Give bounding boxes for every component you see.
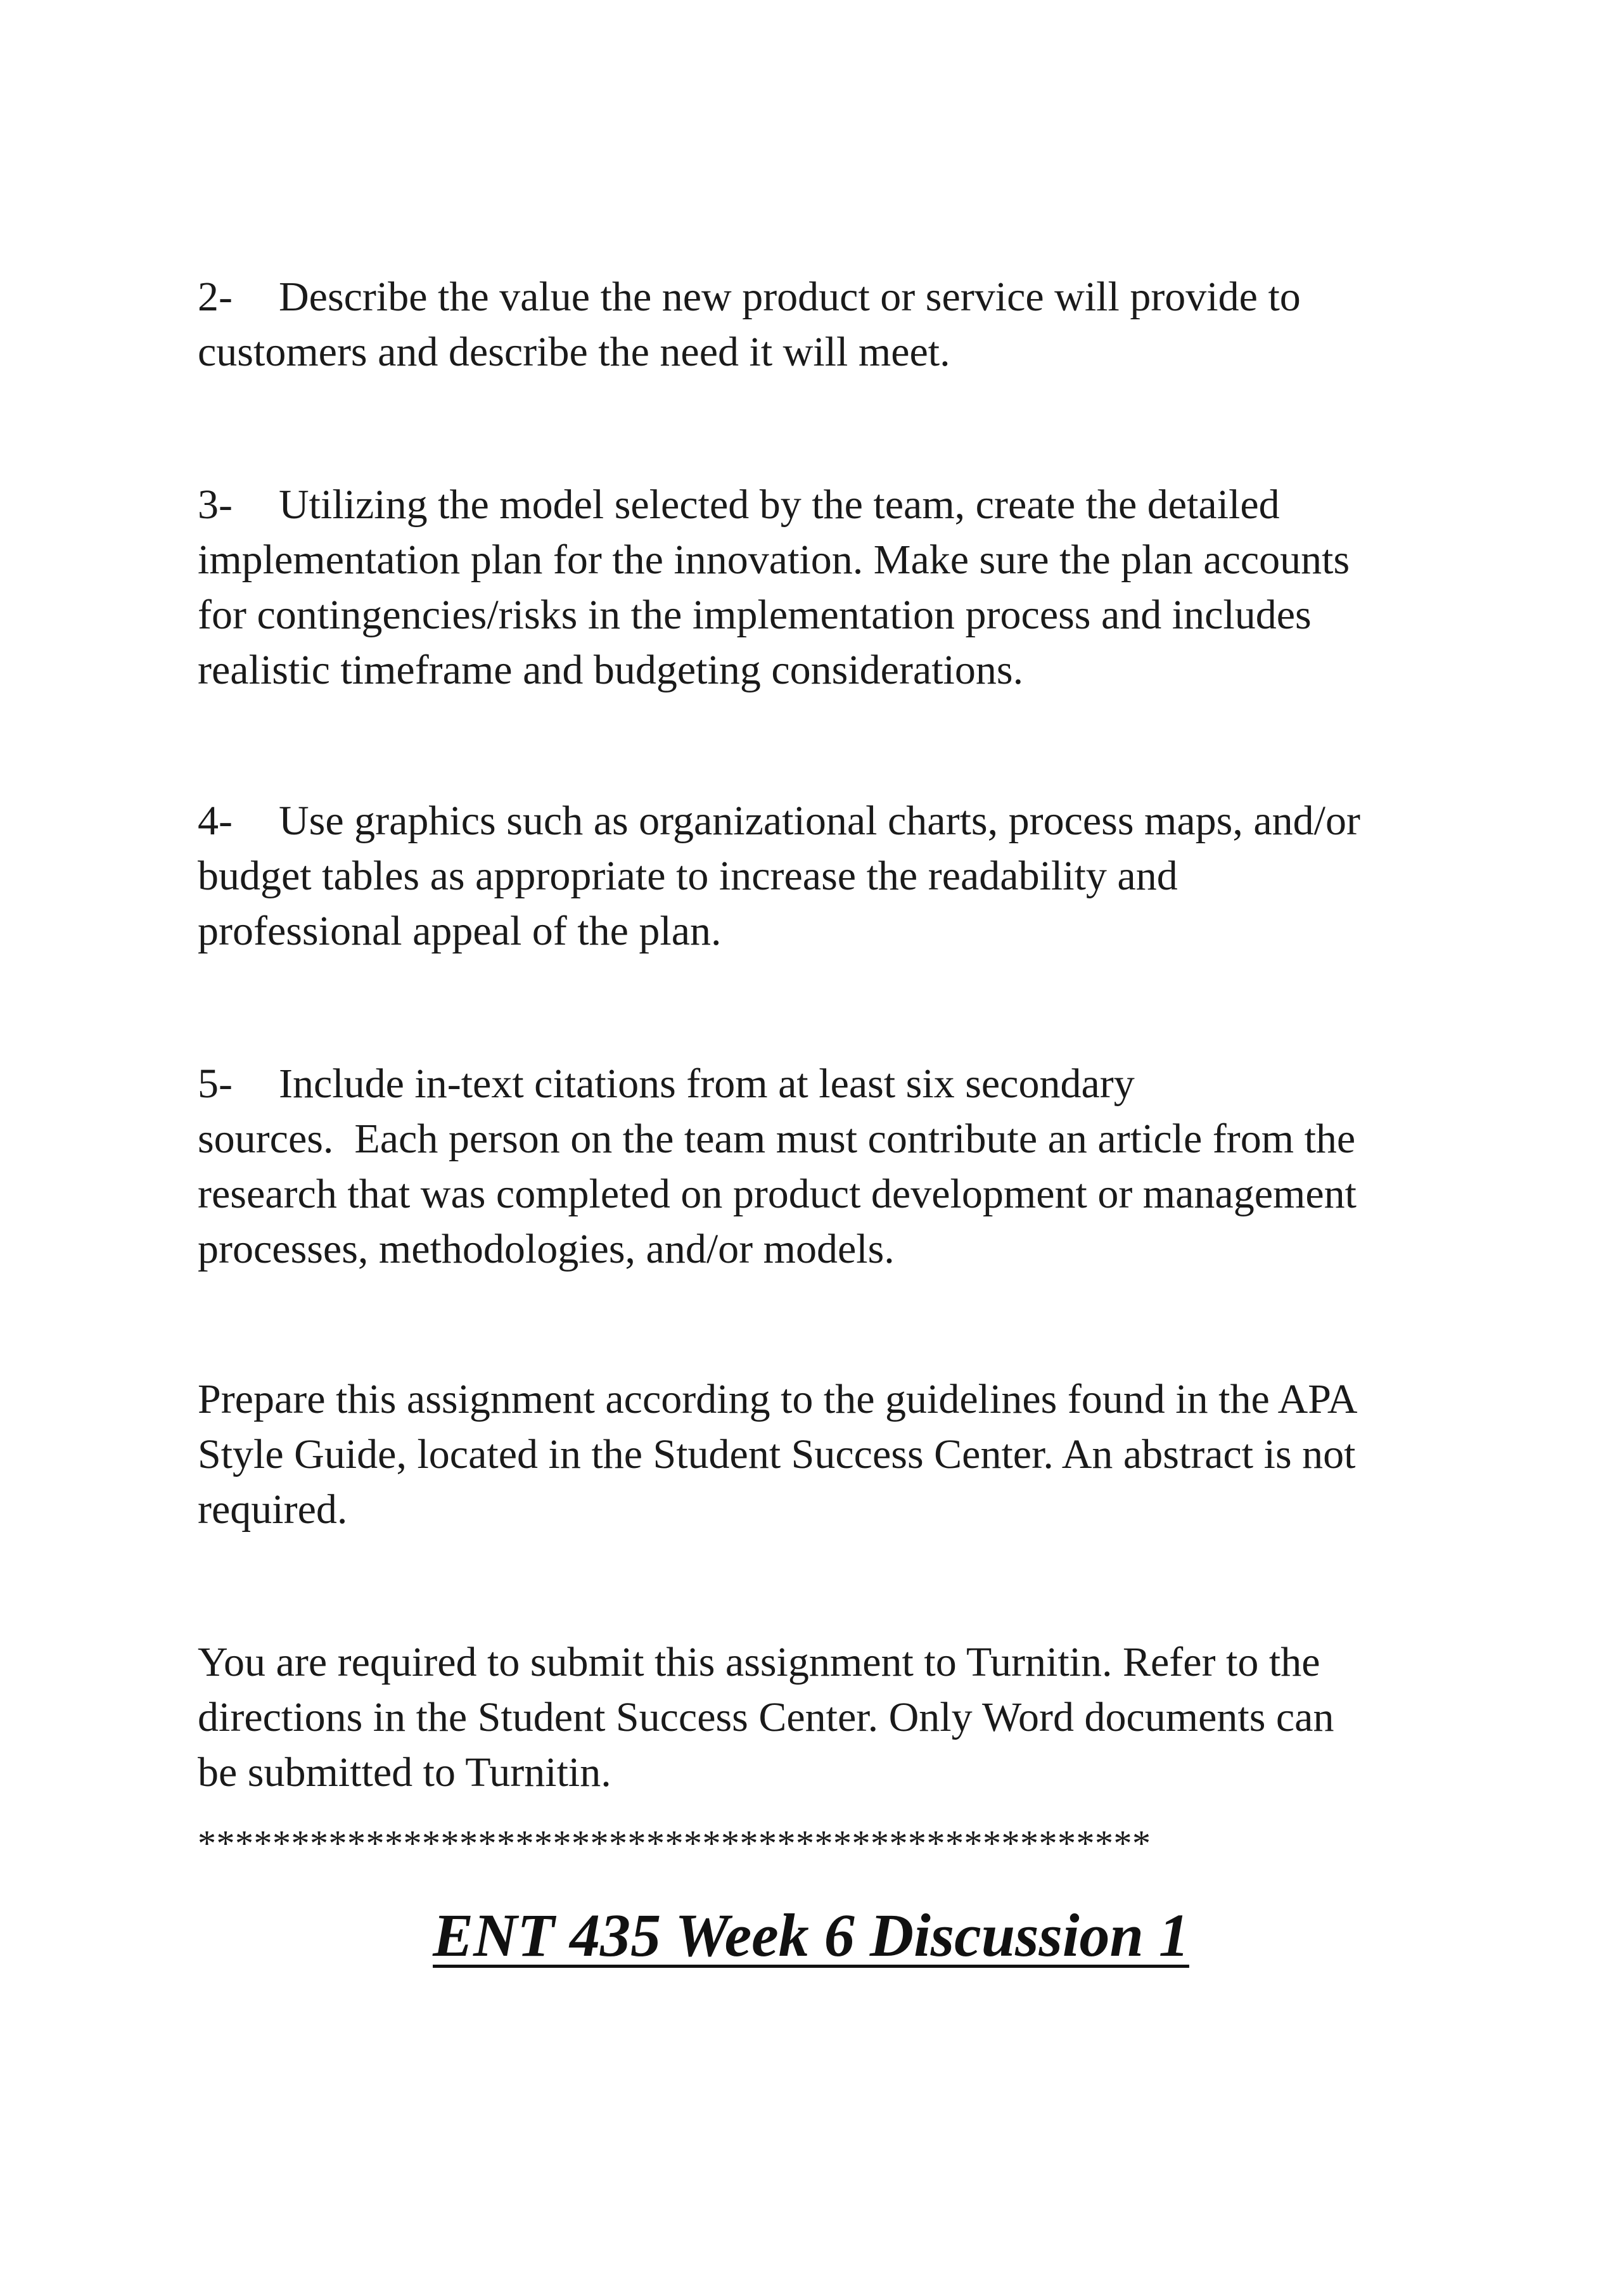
list-item-line: 4- Use graphics such as organizational charts, process maps, and/or <box>198 793 1465 848</box>
list-item-2 <box>198 269 1465 379</box>
apa-instructions-paragraph <box>198 1372 1465 1537</box>
list-item-4 <box>198 793 1465 959</box>
paragraph-line: required. <box>198 1486 348 1533</box>
turnitin-instructions-paragraph <box>198 1635 1465 1800</box>
list-item-line: 3- Utilizing the model selected by the team, create the detailed <box>198 477 1465 532</box>
list-item-line: customers and describe the need it will meet. <box>198 329 950 375</box>
list-item-line: professional appeal of the plan. <box>198 908 722 954</box>
list-item-number: 2- <box>198 274 233 320</box>
asterisk-separator: *************************************************** <box>198 1823 1151 1864</box>
list-item-5 <box>198 1056 1465 1277</box>
list-item-number: 4- <box>198 798 233 844</box>
list-item-line: realistic timeframe and budgeting considerations. <box>198 647 1024 693</box>
list-item-line: for contingencies/risks in the implementation process and includes <box>198 592 1312 638</box>
section-heading: ENT 435 Week 6 Discussion 1 <box>433 1901 1189 1969</box>
paragraph-line: Style Guide, located in the Student Success Center. An abstract is not <box>198 1431 1356 1477</box>
list-item-line: sources. Each person on the team must contribute an article from the <box>198 1116 1356 1162</box>
list-item-line: 5- Include in-text citations from at least six secondary <box>198 1056 1465 1111</box>
paragraph-line: Prepare this assignment according to the guidelines found in the APA <box>198 1376 1358 1422</box>
list-item-3 <box>198 477 1465 698</box>
list-item-line: processes, methodologies, and/or models. <box>198 1226 895 1272</box>
list-item-line: budget tables as appropriate to increase the readability and <box>198 853 1178 899</box>
paragraph-line: be submitted to Turnitin. <box>198 1749 611 1795</box>
list-item-line: 2- Describe the value the new product or service will provide to <box>198 269 1465 324</box>
list-item-number: 3- <box>198 482 233 528</box>
list-item-line: implementation plan for the innovation. Make sure the plan accounts <box>198 537 1350 583</box>
list-item-line: research that was completed on product development or management <box>198 1171 1357 1217</box>
paragraph-line: directions in the Student Success Center. Only Word documents can <box>198 1694 1334 1740</box>
list-item-number: 5- <box>198 1061 233 1107</box>
paragraph-line: You are required to submit this assignment to Turnitin. Refer to the <box>198 1639 1320 1685</box>
